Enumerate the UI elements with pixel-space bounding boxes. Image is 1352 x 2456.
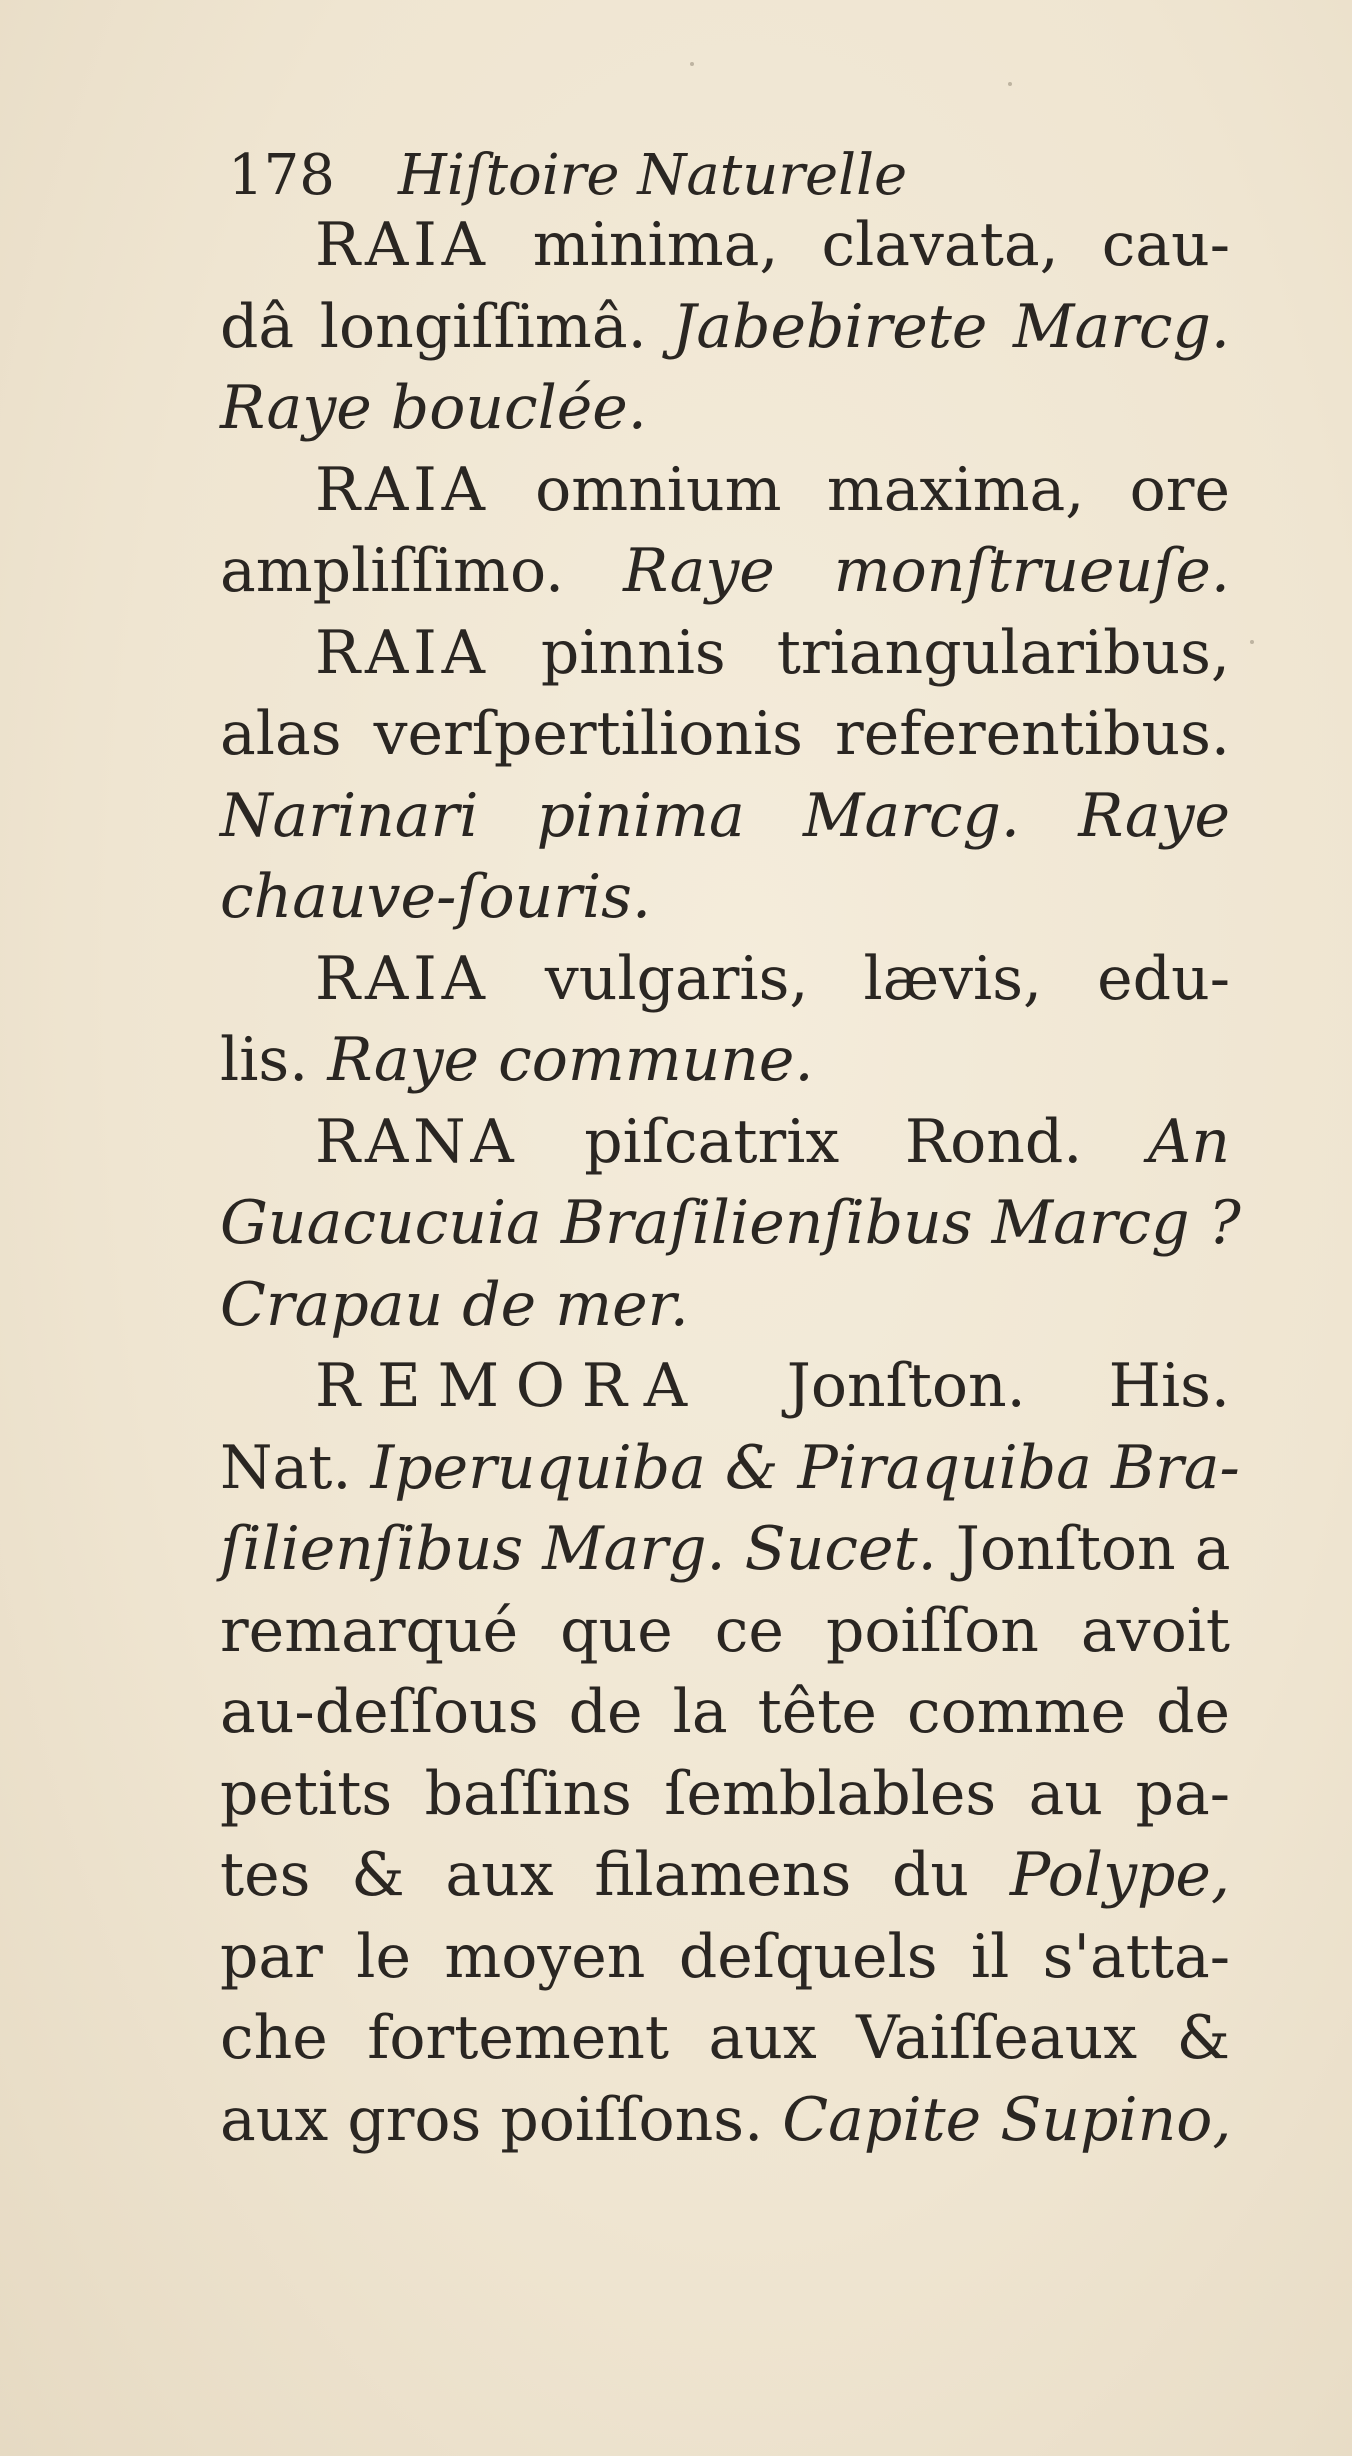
text-line [220,1754,1230,1836]
text-line [220,1183,1241,1265]
text-line [220,1020,1230,1102]
text-segment: REMORA [315,1351,704,1421]
text-segment: Capite Supino, [782,2084,1232,2155]
text-segment: che fortement aux Vaiſſeaux & [220,2003,1230,2073]
text-line [220,450,1230,532]
text-segment: chauve-ſouris. [220,862,652,932]
text-segment: au-deſſous de la tête comme de [220,1677,1230,1747]
text-line [220,531,1230,613]
text-segment: par le moyen deſquels il s'atta- [220,1921,1230,1992]
paper-speck [1008,82,1012,86]
text-segment: RAIA [315,210,490,280]
text-line [220,857,1230,939]
text-line [220,1428,1240,1510]
text-segment: Raye commune. [327,1025,814,1095]
text-line [220,939,1230,1021]
text-line [220,205,1230,287]
text-segment: tes & aux filamens du [220,1840,1010,1910]
text-segment: lis. [220,1025,328,1095]
text-segment: remarqué que ce poiſſon avoit [220,1595,1230,1666]
text-line [220,1509,1230,1591]
text-segment: aux gros poiſſons. [220,2084,783,2155]
text-segment: vulgaris, lævis, edu- [489,943,1230,1014]
text-segment: Jabebirete Marcg. [672,291,1230,362]
text-segment: ſilienſibus Marg. Sucet. [220,1514,937,1584]
text-line [220,1346,1230,1428]
text-segment: alas verſpertilionis referentibus. [220,699,1230,769]
text-line [220,368,1230,450]
text-segment: Crapau de mer. [220,1269,689,1340]
text-segment: RAIA [315,617,490,688]
page-header [228,140,907,212]
text-line [220,1917,1230,1999]
text-line [220,776,1230,858]
text-segment: Guacucuia Braſilienſibus Marcg ? [220,1188,1241,1258]
text-line [220,1998,1230,2080]
text-line [220,694,1230,776]
text-segment: pinnis triangularibus, [489,617,1230,688]
text-segment: minima, clavata, cau- [489,210,1230,280]
text-segment: Iperuquiba & Piraquiba Bra- [370,1432,1240,1503]
text-line [220,613,1230,695]
text-segment: petits baſſins ſemblables au pa- [220,1758,1230,1829]
text-line [220,2080,1230,2162]
page-number: 178 [228,143,335,208]
text-segment: Raye monſtrueuſe. [623,536,1230,606]
text-segment: RANA [315,1106,519,1177]
paper-speck [690,62,694,66]
text-segment: RAIA [315,454,490,525]
text-segment: Narinari pinima Marcg. Raye [220,780,1230,851]
text-segment: RAIA [315,943,490,1014]
text-segment: Polype, [1009,1840,1230,1910]
body-text [220,205,1241,2161]
running-title: Hiſtoire Naturelle [398,143,908,208]
text-line [220,1591,1230,1673]
text-line [220,1102,1230,1184]
text-line [220,1672,1230,1754]
text-segment: omnium maxima, ore [489,454,1230,525]
text-segment: Raye bouclée. [220,373,647,443]
text-segment: piſcatrix Rond. [518,1106,1149,1177]
text-segment: Nat. [220,1432,371,1503]
text-line [220,1835,1230,1917]
paper-speck [1250,640,1254,644]
text-segment: Jonſton. His. [703,1351,1230,1421]
text-line [220,1265,1230,1347]
text-segment: dâ longiſſimâ. [220,291,673,362]
text-segment: ampliſſimo. [220,536,624,606]
text-line [220,287,1230,369]
text-segment: Jonſton a [936,1514,1231,1584]
text-segment: An [1148,1106,1230,1177]
